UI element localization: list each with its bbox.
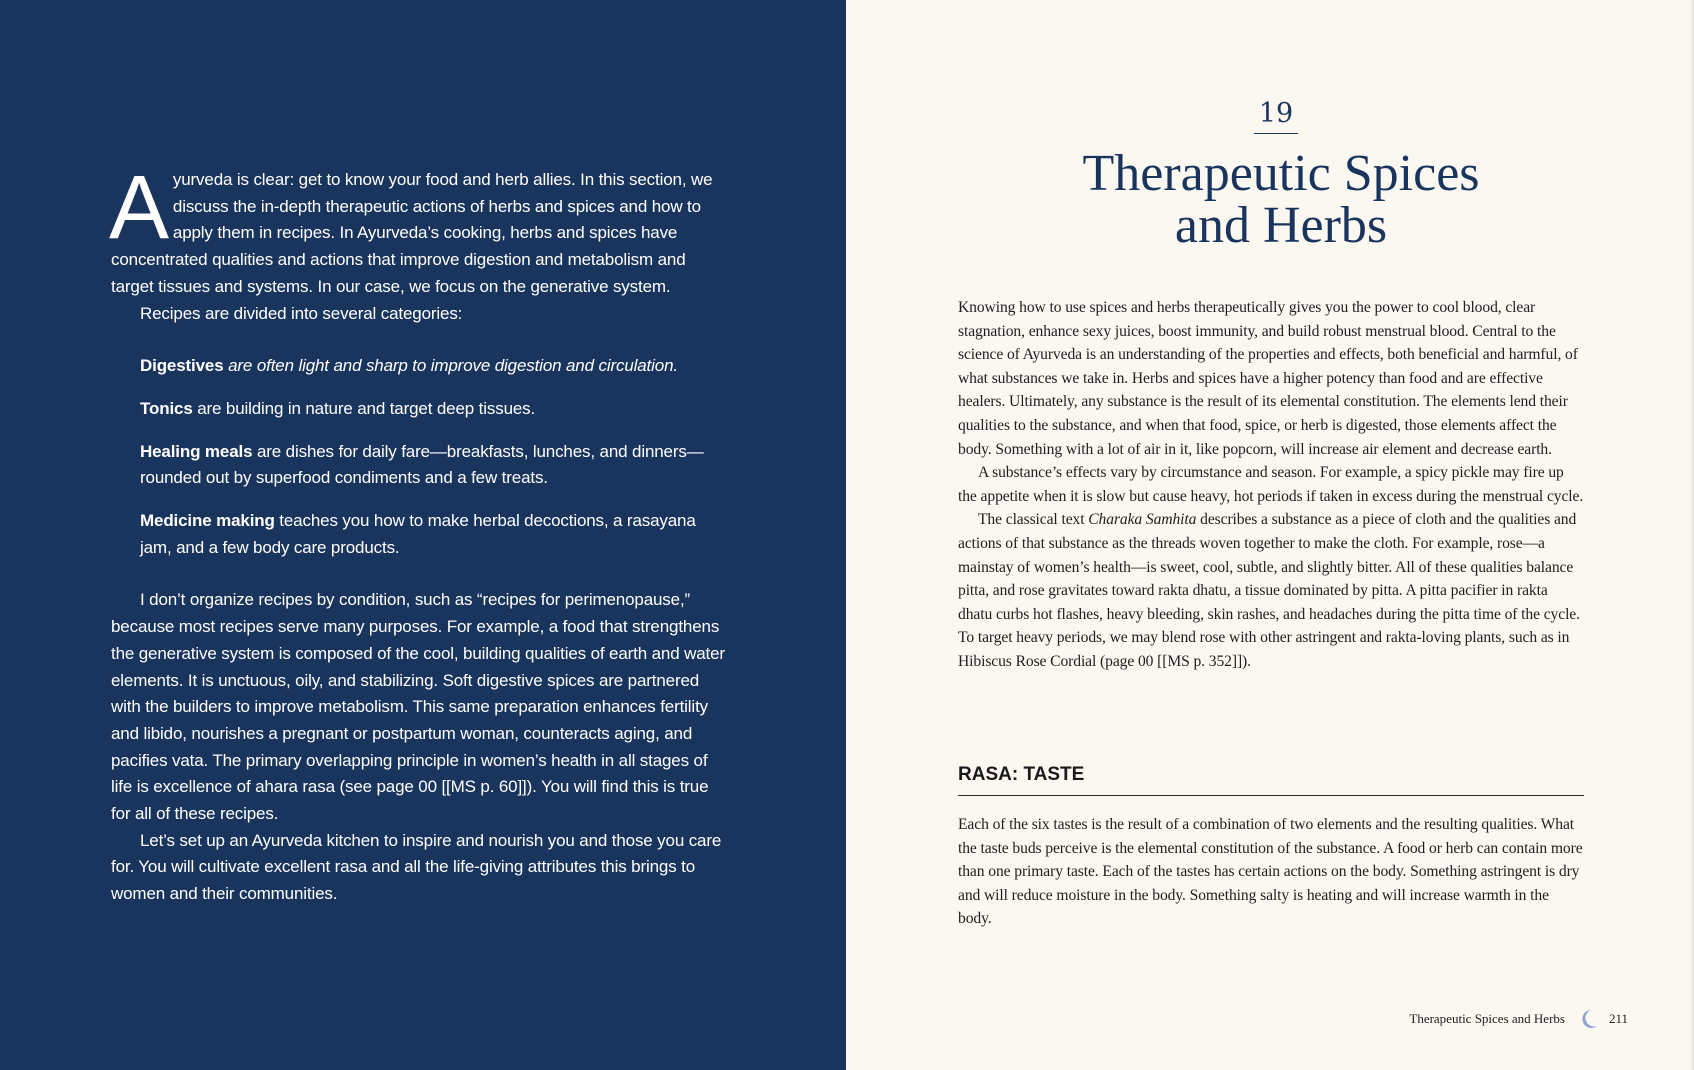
page-edge-shadow (1690, 0, 1694, 1070)
category-medicine-making: Medicine making teaches you how to make herbal decoctions, a rasayana jam, and a few body care products. (140, 511, 696, 557)
chapter-number: 19 (1258, 98, 1294, 129)
left-page (0, 0, 846, 1070)
running-footer-title: Therapeutic Spices and Herbs (1409, 1011, 1565, 1026)
chapter-title: Therapeutic Spices and Herbs (1082, 145, 1480, 254)
organization-paragraph: I don’t organize recipes by condition, such as “recipes for perimenopause,” because most recipes serve many purposes. For example, a food that strengthens the generative system is composed of the cool, building qualities of earth and water elements. It is unctuous, oily, and stabilizing. Soft digestive spices are partnered with the builders to improve metabolism. This same preparation enhances fertility and libido, nourishes a pregnant or postpartum woman, counteracts aging, and pacifies vata. The primary overlapping principle in women’s health in all stages of life is excellence of ahara rasa (see page 00 [[MS p. 60]]). You will find this is true for all of these recipes. (111, 590, 725, 824)
left-text-block (109, 158, 731, 908)
page-footer (1342, 1007, 1628, 1031)
category-tonics: Tonics are building in nature and target deep tissues. (140, 398, 536, 418)
crescent-moon-icon (1577, 1008, 1599, 1030)
categories-intro: Recipes are divided into several categories: (140, 303, 463, 323)
section-heading: RASA: TASTE (958, 764, 1584, 796)
intro-paragraph: Ayurveda is clear: get to know your food and herb allies. In this section, we discuss the in-depth therapeutic actions of herbs and spices and how to apply them in recipes. In Ayurveda’s cooking, herbs and spices have concentrated qualities and actions that improve digestion and metabolism and target tissues and systems. In our case, we focus on the generative system. (109, 158, 713, 296)
category-healing-meals: Healing meals are dishes for daily fare—breakfasts, lunches, and dinners—rounded out by superfood condiments and a few treats. (140, 441, 704, 488)
intro-paragraph-2: A substance’s effects vary by circumstance and season. For example, a spicy pickle may fire up the appetite when it is slow but cause heavy, hot periods if taken in excess during the menstrual cycle. (958, 464, 1584, 505)
rasa-paragraph: Each of the six tastes is the result of a combination of two elements and the resulting qualities. What the taste buds perceive is the elemental constitution of the substance. A food or herb can contain more than one primary taste. Each of the tastes has certain actions on the body. Something astringent is dry and will reduce moisture in the body. Something salty is heating and will increase warmth in the body. (958, 816, 1583, 928)
rasa-text (958, 813, 1584, 931)
right-page (846, 0, 1694, 1070)
intro-text (958, 296, 1584, 674)
kitchen-paragraph: Let’s set up an Ayurveda kitchen to inspire and nourish you and those you care for. You will cultivate excellent rasa and all the life-giving attributes this brings to women and their communities. (111, 830, 722, 904)
category-digestives: Digestives are often light and sharp to improve digestion and circulation. (140, 356, 678, 376)
chapter-number-rule (1254, 133, 1298, 134)
intro-paragraph-1: Knowing how to use spices and herbs therapeutically gives you the power to cool blood, clear stagnation, enhance sexy juices, boost immunity, and build robust menstrual blood. Central to the science of Ayurveda is an understanding of the properties and effects, both beneficial and harmful, of what substances we take in. Herbs and spices have a higher potency than food and are effective healers. Ultimately, any substance is the result of its elemental constitution. The elements lend their qualities to the substance, and when that food, spice, or herb is digested, those elements affect the body. Something with a lot of air in it, like popcorn, will increase air element and decrease earth. (958, 299, 1578, 458)
page-number: 211 (1608, 1011, 1628, 1026)
intro-paragraph-3: The classical text Charaka Samhita describes a substance as a piece of cloth and the qualities and actions of that substance as the threads woven together to make the cloth. For example, rose—a mainstay of women’s health—is sweet, cool, subtle, and slightly bitter. All of these qualities balance pitta, and rose gravitates toward rakta dhatu, a tissue dominated by pitta. A pitta pacifier in rakta dhatu curbs hot flashes, heavy bleeding, skin rashes, and headaches during the pitta time of the cycle. To target heavy periods, we may blend rose with other astringent and rakta-loving plants, such as in Hibiscus Rose Cordial (page 00 [[MS p. 352]]). (958, 511, 1580, 670)
drop-cap: A (109, 158, 169, 258)
